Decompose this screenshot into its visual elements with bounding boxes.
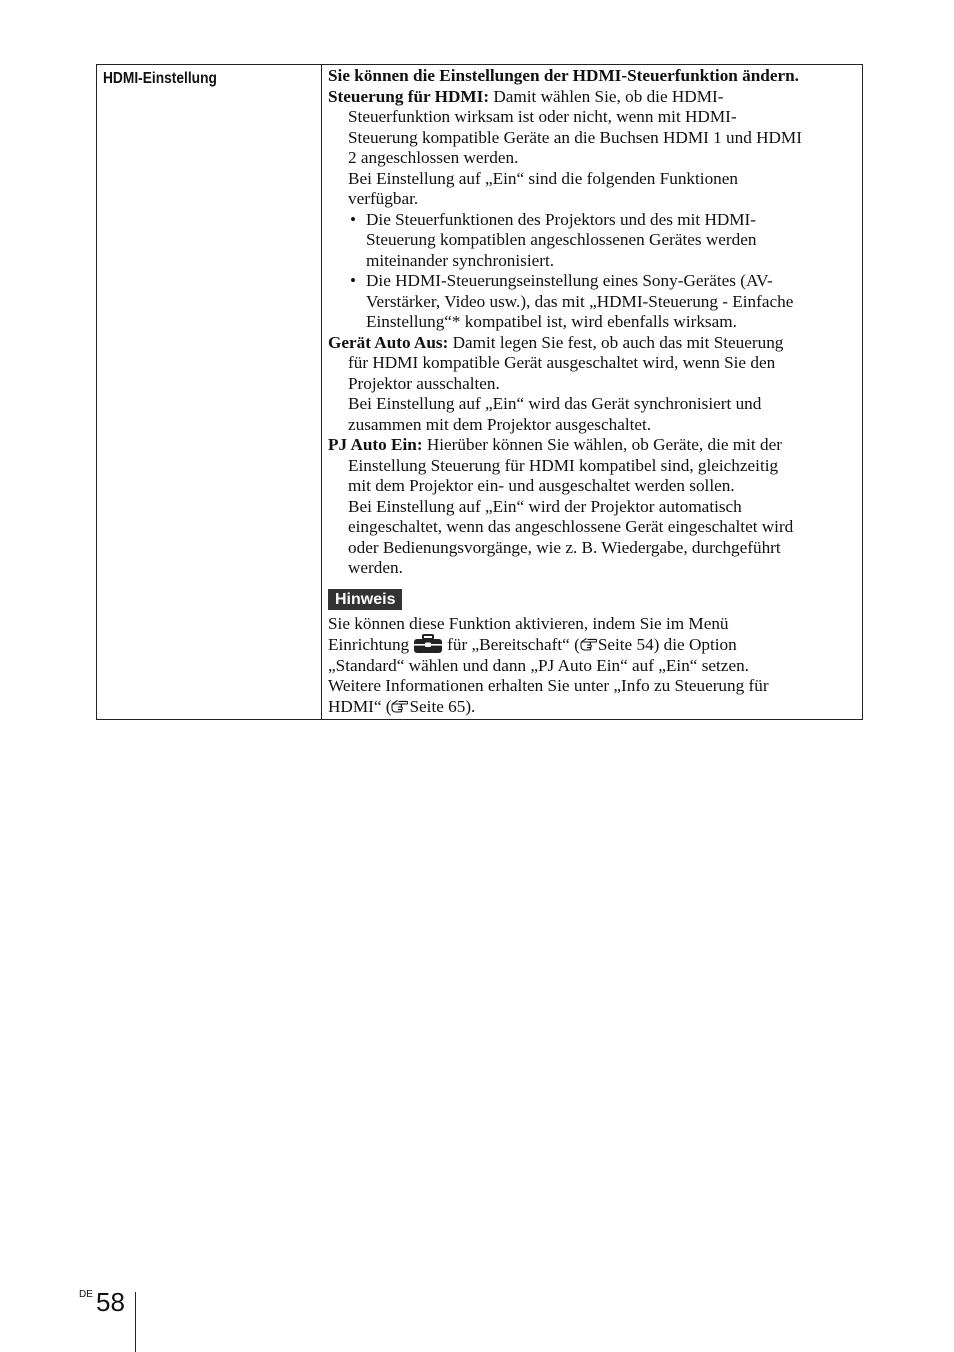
steuerung-line-2: Steuerfunktion wirksam ist oder nicht, wenn mit HDMI- xyxy=(348,107,737,126)
note-line-5: HDMI“ ( Seite 65). xyxy=(328,696,476,716)
note-line-2: Einrichtung für „Bereitschaft“ ( Seite 54) die Option xyxy=(328,635,737,654)
auto-ein-line-5: eingeschaltet, wenn das angeschlossene Gerät eingeschaltet wird xyxy=(348,517,794,536)
steuerung-line-1: Steuerung für HDMI: Damit wählen Sie, ob die HDMI- xyxy=(328,86,724,106)
bullet-1-line-3: miteinander synchronisiert. xyxy=(366,250,555,270)
bullet-2-line-3: Einstellung“* kompatibel ist, wird ebenfalls wirksam. xyxy=(366,312,737,331)
bullet-1-line-2: Steuerung kompatiblen angeschlossenen Gerätes werden xyxy=(366,230,757,249)
pointing-hand-icon xyxy=(580,636,597,652)
auto-aus-line-4: Bei Einstellung auf „Ein“ wird das Gerät synchronisiert und xyxy=(348,394,762,413)
note-badge: Hinweis xyxy=(328,589,402,610)
auto-ein-line-2: Einstellung Steuerung für HDMI kompatibel sind, gleichzeitig xyxy=(348,455,779,475)
steuerung-line-6: verfügbar. xyxy=(348,189,419,208)
bullet-1-line-1: • Die Steuerfunktionen des Projektors und des mit HDMI- xyxy=(350,209,757,229)
footer-divider xyxy=(135,1292,136,1352)
steuerung-line-3: Steuerung kompatible Geräte an die Buchsen HDMI 1 und HDMI xyxy=(348,127,802,147)
page-number: 58 xyxy=(96,1287,125,1317)
steuerung-label: Steuerung für HDMI: xyxy=(328,86,490,106)
steuerung-line-4: 2 angeschlossen werden. xyxy=(348,148,519,167)
auto-aus-line-5: zusammen mit dem Projektor ausgeschaltet. xyxy=(348,414,652,434)
note-line-4: Weitere Informationen erhalten Sie unter „Info zu Steuerung für xyxy=(328,676,769,695)
bullet-2-line-1: • Die HDMI-Steuerungseinstellung eines Sony-Gerätes (AV- xyxy=(350,271,773,290)
pointing-hand-icon xyxy=(391,698,408,714)
setting-name-cell xyxy=(97,65,322,719)
bullet-icon: • xyxy=(350,271,357,290)
auto-aus-line-2: für HDMI kompatible Gerät ausgeschaltet wird, wenn Sie den xyxy=(348,353,776,372)
note-line-1: Sie können diese Funktion aktivieren, indem Sie im Menü xyxy=(328,613,729,633)
steuerung-line-5: Bei Einstellung auf „Ein“ sind die folgenden Funktionen xyxy=(348,168,738,188)
bullet-icon: • xyxy=(350,209,357,229)
intro-text: Sie können die Einstellungen der HDMI-Steuerfunktion ändern. xyxy=(328,66,799,85)
setting-description-cell xyxy=(322,65,862,719)
note-line-3: „Standard“ wählen und dann „PJ Auto Ein“ auf „Ein“ setzen. xyxy=(328,655,749,675)
auto-ein-line-3: mit dem Projektor ein- und ausgeschaltet werden sollen. xyxy=(348,476,735,495)
auto-aus-label: Gerät Auto Aus: xyxy=(328,332,449,352)
footer-language-code: DE xyxy=(79,1289,93,1300)
auto-aus-line-1: Gerät Auto Aus: Damit legen Sie fest, ob auch das mit Steuerung xyxy=(328,332,784,352)
bullet-2-line-2: Verstärker, Video usw.), das mit „HDMI-Steuerung - Einfache xyxy=(366,291,794,311)
auto-aus-line-3: Projektor ausschalten. xyxy=(348,373,500,393)
auto-ein-label: PJ Auto Ein: xyxy=(328,435,423,454)
toolbox-icon xyxy=(413,634,443,654)
auto-ein-line-4: Bei Einstellung auf „Ein“ wird der Projektor automatisch xyxy=(348,496,742,516)
auto-ein-line-6: oder Bedienungsvorgänge, wie z. B. Wiedergabe, durchgeführt xyxy=(348,537,781,557)
auto-ein-line-7: werden. xyxy=(348,558,403,577)
setting-name: HDMI-Einstellung xyxy=(103,70,217,87)
auto-ein-line-1: PJ Auto Ein: Hierüber können Sie wählen, ob Geräte, die mit der xyxy=(328,435,782,454)
settings-table xyxy=(96,64,863,720)
